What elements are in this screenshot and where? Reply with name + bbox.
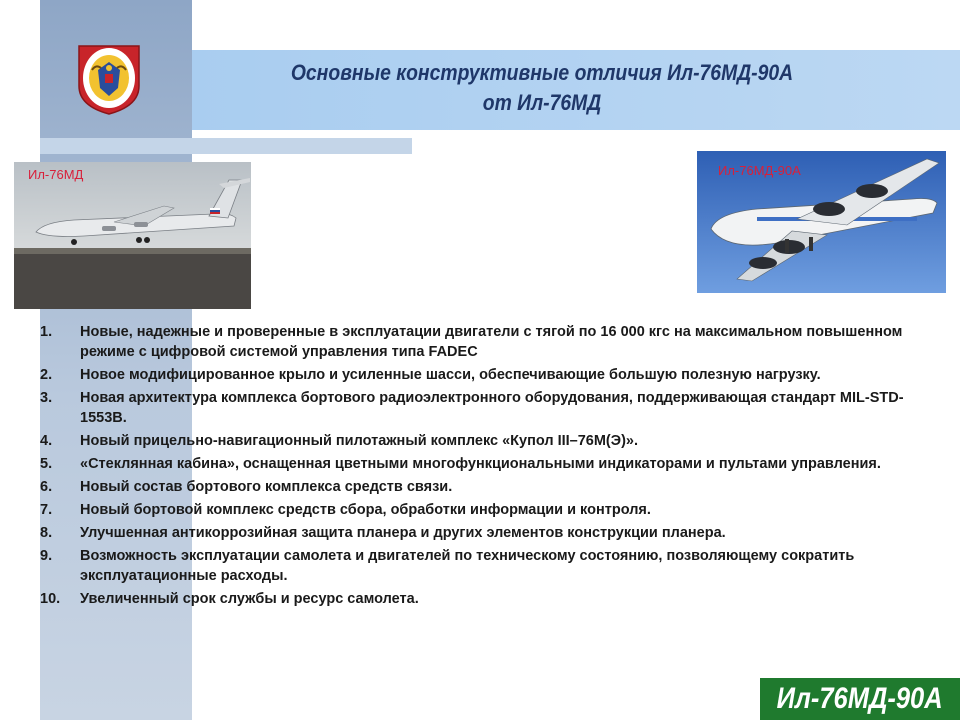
title-line-1: Основные конструктивные отличия Ил-76МД-90А (290, 60, 794, 85)
feature-item (40, 546, 920, 586)
airplane-ground-icon (14, 162, 251, 309)
feature-number: 7. (40, 502, 53, 518)
feature-item (40, 500, 920, 520)
feature-number: 1. (40, 324, 53, 340)
feature-item (40, 431, 920, 451)
feature-number: 10. (40, 591, 61, 607)
caption-il76md: Ил-76МД (28, 167, 84, 182)
brand-label: Ил-76МД-90А (777, 682, 943, 715)
feature-text: Новый бортовой комплекс средств сбора, обработки информации и контроля. (80, 502, 651, 518)
decor-stripe (40, 138, 412, 154)
rosoboronexport-logo (74, 40, 144, 116)
feature-text: Новые, надежные и проверенные в эксплуатации двигатели с тягой по 16 000 кгс на максимальном повышенном режиме с цифровой системой управления типа FADEC (80, 324, 903, 360)
feature-item (40, 322, 920, 362)
feature-number: 6. (40, 479, 53, 495)
title-line-2: от Ил-76МД (482, 90, 602, 115)
photo-il76md (14, 162, 251, 309)
feature-text: Новый состав бортового комплекса средств связи. (80, 479, 453, 495)
feature-number: 3. (40, 390, 53, 406)
feature-item (40, 365, 920, 385)
feature-text: Возможность эксплуатации самолета и двигателей по техническому состоянию, позволяющему сократить эксплуатационные расходы. (80, 548, 855, 584)
eagle-emblem-icon (74, 40, 144, 116)
feature-text: Новое модифицированное крыло и усиленные шасси, обеспечивающие большую полезную нагрузку. (80, 367, 821, 383)
feature-number: 4. (40, 433, 53, 449)
features-list (40, 322, 920, 612)
feature-item (40, 388, 920, 428)
slide-title (234, 58, 850, 118)
feature-text: «Стеклянная кабина», оснащенная цветными многофункциональными индикаторами и пультами управления. (80, 456, 881, 472)
feature-text: Новая архитектура комплекса бортового радиоэлектронного оборудования, поддерживающая стандарт MIL-STD-1553B. (80, 390, 904, 426)
caption-il76md-90a: Ил-76МД-90А (718, 163, 801, 178)
feature-item (40, 523, 920, 543)
brand-label-box (760, 678, 960, 720)
feature-text: Увеличенный срок службы и ресурс самолета. (80, 591, 419, 607)
feature-text: Новый прицельно-навигационный пилотажный комплекс «Купол III–76М(Э)». (80, 433, 638, 449)
feature-item (40, 477, 920, 497)
feature-item (40, 454, 920, 474)
feature-number: 2. (40, 367, 53, 383)
feature-number: 8. (40, 525, 53, 541)
feature-item (40, 589, 920, 609)
feature-text: Улучшенная антикоррозийная защита планера и других элементов конструкции планера. (80, 525, 726, 541)
feature-number: 9. (40, 548, 53, 564)
feature-number: 5. (40, 456, 53, 472)
